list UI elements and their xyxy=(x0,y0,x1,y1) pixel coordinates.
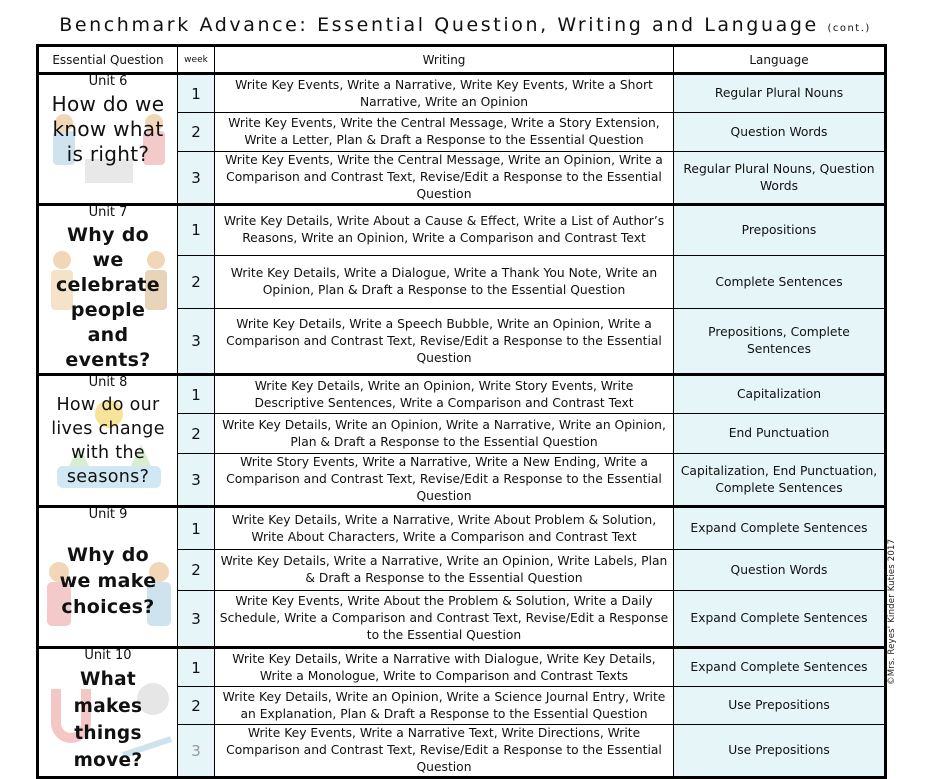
table-row xyxy=(38,375,886,414)
copyright-note xyxy=(883,538,903,685)
language-cell: Regular Plural Nouns xyxy=(674,74,886,113)
language-cell: Expand Complete Sentences xyxy=(674,507,886,550)
week-number: 2 xyxy=(178,113,215,152)
writing-cell: Write Key Details, Write a Speech Bubble, Write an Opinion, Write a Comparison and Contrast Text, Revise/Edit a Response to the Essential Question xyxy=(215,309,674,375)
writing-cell: Write Key Details, Write a Dialogue, Write a Thank You Note, Write an Opinion, Plan & Draft a Response to the Essential Question xyxy=(215,255,674,308)
copyright-text: ©Mrs. Reyes' Kinder Kuties 2017 xyxy=(887,538,897,685)
language-cell: Use Prepositions xyxy=(674,725,886,778)
week-number: 3 xyxy=(178,309,215,375)
unit-label: Unit 6 xyxy=(88,74,128,89)
unit-9-cell xyxy=(38,507,178,648)
header-row xyxy=(38,46,886,74)
unit-label: Unit 10 xyxy=(84,648,132,663)
language-cell: Capitalization xyxy=(674,375,886,414)
essential-question: Why do we celebrate people and events? xyxy=(55,224,160,371)
week-header: week xyxy=(178,46,215,74)
unit-7-cell xyxy=(38,205,178,375)
week-number: 1 xyxy=(178,74,215,113)
writing-cell: Write Key Events, Write the Central Message, Write a Story Extension, Write a Letter, Plan & Draft a Response to the Essential Question xyxy=(215,113,674,152)
writing-cell: Write Key Details, Write an Opinion, Write a Narrative, Write an Opinion, Plan & Draft a Response to the Essential Question xyxy=(215,414,674,454)
essential-question: Why do we make choices? xyxy=(59,544,157,618)
week-number: 2 xyxy=(178,550,215,591)
language-cell: Prepositions, Complete Sentences xyxy=(674,309,886,375)
writing-cell: Write Key Details, Write a Narrative, Write About Problem & Solution, Write About Characters, Write a Comparison and Contrast Text xyxy=(215,507,674,550)
week-number: 1 xyxy=(178,205,215,256)
week-number: 3 xyxy=(178,454,215,507)
language-cell: Question Words xyxy=(674,550,886,591)
title-cont: (cont.) xyxy=(827,23,871,34)
writing-cell: Write Key Events, Write the Central Message, Write an Opinion, Write a Comparison and Contrast Text, Revise/Edit a Response to the Essential Question xyxy=(215,152,674,205)
unit-10-cell xyxy=(38,648,178,778)
week-number: 3 xyxy=(178,725,215,778)
language-cell: Question Words xyxy=(674,113,886,152)
writing-cell: Write Key Details, Write a Narrative with Dialogue, Write Key Details, Write a Monologue, Write to Comparison and Contrast Texts xyxy=(215,648,674,687)
week-number: 1 xyxy=(178,648,215,687)
week-number: 1 xyxy=(178,507,215,550)
page-title xyxy=(0,14,930,36)
essential-question-header: Essential Question xyxy=(38,46,178,74)
unit-label: Unit 9 xyxy=(88,507,128,522)
writing-header: Writing xyxy=(215,46,674,74)
language-cell: Regular Plural Nouns, Question Words xyxy=(674,152,886,205)
week-number: 2 xyxy=(178,414,215,454)
unit-8-cell xyxy=(38,375,178,507)
title-text: Benchmark Advance: Essential Question, Writing and Language xyxy=(59,14,819,36)
table-row xyxy=(38,205,886,256)
week-number: 3 xyxy=(178,591,215,648)
language-cell: Expand Complete Sentences xyxy=(674,591,886,648)
writing-cell: Write Key Events, Write a Narrative, Write Key Events, Write a Short Narrative, Write an Opinion xyxy=(215,74,674,113)
language-cell: Prepositions xyxy=(674,205,886,256)
week-number: 1 xyxy=(178,375,215,414)
week-number: 2 xyxy=(178,255,215,308)
unit-6-cell xyxy=(38,74,178,205)
writing-cell: Write Key Events, Write About the Problem & Solution, Write a Daily Schedule, Write a Comparison and Contrast Text, Revise/Edit a Response to the Essential Question xyxy=(215,591,674,648)
table-row xyxy=(38,648,886,687)
week-number: 3 xyxy=(178,152,215,205)
writing-cell: Write Key Details, Write a Narrative, Write an Opinion, Write Labels, Plan & Draft a Response to the Essential Question xyxy=(215,550,674,591)
writing-cell: Write Key Details, Write an Opinion, Write a Science Journal Entry, Write an Explanation, Plan & Draft a Response to the Essential Question xyxy=(215,687,674,725)
language-cell: End Punctuation xyxy=(674,414,886,454)
week-number: 2 xyxy=(178,687,215,725)
schedule-grid xyxy=(36,44,884,774)
language-cell: Use Prepositions xyxy=(674,687,886,725)
unit-label: Unit 8 xyxy=(88,375,128,390)
unit-label: Unit 7 xyxy=(88,205,128,220)
writing-cell: Write Key Details, Write About a Cause & Effect, Write a List of Author’s Reasons, Write an Opinion, Write a Comparison and Contrast Text xyxy=(215,205,674,256)
table-row xyxy=(38,507,886,550)
essential-question: How do we know what is right? xyxy=(51,92,165,166)
essential-question: What makes things move? xyxy=(73,669,143,771)
table-row xyxy=(38,74,886,113)
essential-question: How do our lives change with the seasons? xyxy=(51,395,165,487)
language-cell: Complete Sentences xyxy=(674,255,886,308)
language-header: Language xyxy=(674,46,886,74)
writing-cell: Write Key Events, Write a Narrative Text, Write Directions, Write Comparison and Contrast Text, Revise/Edit a Response to the Essential Question xyxy=(215,725,674,778)
writing-cell: Write Key Details, Write an Opinion, Write Story Events, Write Descriptive Sentences, Write a Comparison and Contrast Text xyxy=(215,375,674,414)
schedule-table xyxy=(36,44,887,779)
language-cell: Expand Complete Sentences xyxy=(674,648,886,687)
writing-cell: Write Story Events, Write a Narrative, Write a New Ending, Write a Comparison and Contrast Text, Revise/Edit a Response to the Essential Question xyxy=(215,454,674,507)
language-cell: Capitalization, End Punctuation, Complete Sentences xyxy=(674,454,886,507)
